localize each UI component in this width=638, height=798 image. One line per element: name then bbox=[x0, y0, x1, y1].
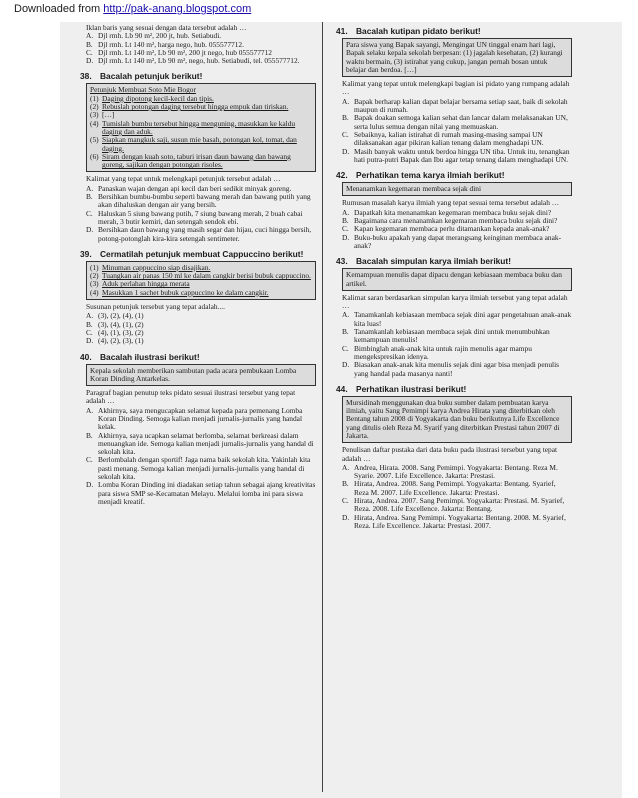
question-heading: 40. Bacalah ilustrasi berikut! bbox=[80, 351, 200, 362]
question-stem: Iklan baris yang sesuai dengan data tersebut adalah … bbox=[86, 23, 247, 32]
option-c[interactable]: C. Bimbinglah anak-anak kita untuk rajin menulis agar mampu mengekspresikan idenya. bbox=[342, 343, 532, 361]
question-stem: Kalimat yang tepat untuk melengkapi petunjuk tersebut adalah … bbox=[86, 174, 281, 184]
question-heading: 44. Perhatikan ilustrasi berikut! bbox=[336, 383, 467, 394]
question-41 bbox=[336, 26, 572, 164]
option-c[interactable]: C. Sebaiknya, kalian istirahat di rumah masing-masing sampai UN dilaksanakan agar pikiran kalian tenang dalam menghadapi UN. bbox=[342, 129, 544, 148]
question-stem: Paragraf bagian penutup teks pidato sesuai ilustrasi tersebut yang tepat adalah … bbox=[86, 388, 296, 406]
instruction-step: (3) Aduk perlahan hingga merata bbox=[90, 279, 190, 289]
option-b[interactable]: B. Tanamkanlah kebiasaan membaca sejak dini untuk menumbuhkan kemampuan menulis! bbox=[342, 327, 550, 345]
option-d[interactable]: D. Djl rmh. Lt 140 m², Lb 90 m², nego, hub. Setiabudi, tel. 055577712. bbox=[86, 56, 300, 66]
question-37 bbox=[80, 24, 316, 65]
option-d[interactable]: D. Lomba Koran Dinding ini diadakan setiap tahun sebagai ajang kreativitas para siswa SMP se-Kecamatan Melayu. Melalui lomba ini para siswa menjadi kreatif. bbox=[86, 480, 316, 506]
option-c[interactable]: C. Djl rmh. Lt 140 m², Lb 90 m², 200 jt nego, hub 055577712 bbox=[86, 47, 272, 57]
question-38 bbox=[80, 71, 316, 242]
option-a[interactable]: A. (3), (2), (4), (1) bbox=[86, 311, 144, 321]
recipe-step: (4) Tumislah bumbu tersebut hingga menguning, masukkan ke kaldu daging dan aduk. bbox=[90, 118, 296, 136]
instruction-box bbox=[86, 261, 316, 300]
option-c[interactable]: C. Kapan kegemaran membaca perlu ditamankan kepada anak-anak? bbox=[342, 224, 550, 234]
question-44 bbox=[336, 384, 572, 530]
option-d[interactable]: D. Bersihkan daun bawang yang masih segar dan hijau, cuci hingga bersih, potong-potonglah kira-kira setengah sentimeter. bbox=[86, 225, 312, 243]
question-42 bbox=[336, 170, 572, 250]
source-link[interactable]: http://pak-anang.blogspot.com bbox=[103, 3, 252, 15]
question-stem: Kalimat saran berdasarkan simpulan karya ilmiah tersebut yang tepat adalah … bbox=[342, 292, 568, 311]
option-b[interactable]: B. (3), (4), (1), (2) bbox=[86, 319, 144, 329]
option-a[interactable]: A. Tanamkanlah kebiasaan membaca sejak dini agar pengetahuan anak-anak kita luas! bbox=[342, 310, 572, 328]
option-b[interactable]: B. Hirata, Andrea. 2008. Sang Pemimpi. Yogyakarta: Bentang. Syarief, Reza M. 2007. Life Excellence. Jakarta: Prestasi. bbox=[342, 479, 556, 497]
option-a[interactable]: A. Andrea, Hirata. 2008. Sang Pemimpi. Yogyakarta: Bentang. Reza M. Syarie. 2007. Life Excellence. Jakarta: Prestasi. bbox=[342, 462, 558, 481]
recipe-box bbox=[86, 83, 316, 172]
recipe-step: (2) Rebuslah potongan daging tersebut hingga empuk dan tiriskan. bbox=[90, 102, 289, 112]
conclusion-box: Kemampuan menulis dapat dipacu dengan kebiasaan membaca buku dan artikel. bbox=[342, 268, 572, 291]
option-b[interactable]: B. Bapak doakan semoga kalian sehat dan lancar dalam melaksanakan UN, serta lulus semua dengan nilai yang memuaskan. bbox=[342, 113, 568, 131]
option-b[interactable]: B. Akhirnya, saya ucapkan selamat berlomba, selamat berkreasi dalam menuangkan ide. Semoga kalian menjadi jurnalis-jurnalis yang handal di sekolah kita. bbox=[86, 430, 314, 457]
illustration-box: Mursidinah menggunakan dua buku sumber dalam pembuatan karya ilmiah, yaitu Sang Pemimpi karya Andrea Hirata yang diterbitkan oleh Bentang tahun 2008 di Yogyakarta dan buku berikutnya Life Excellence yang ditulis oleh Reza M. Syarif yang diterbitkan Prestasi tahun 2007 di Jakarta. bbox=[342, 396, 572, 443]
download-prefix: Downloaded from bbox=[14, 3, 104, 15]
option-d[interactable]: D. Biasakan anak-anak kita menulis sejak dini agar bisa menjadi penulis yang handal pada masanya nanti! bbox=[342, 360, 560, 378]
question-stem: Kalimat yang tepat untuk melengkapi bagian isi pidato yang rumpang adalah … bbox=[342, 79, 570, 97]
question-heading: 39. Cermatilah petunjuk membuat Cappuccino berikut! bbox=[80, 248, 304, 259]
option-c[interactable]: C. Hirata, Andrea. 2007. Sang Pemimpi. Yogyakarta: Prestasi. M. Syarief, Reza. 2008. Life Excellence. Jakarta: Bentang. bbox=[342, 496, 565, 514]
recipe-step: (1) Daging dipotong kecil-kecil dan tipis. bbox=[90, 93, 214, 103]
question-stem: Penulisan daftar pustaka dari data buku pada ilustrasi tersebut yang tepat adalah … bbox=[342, 445, 558, 463]
illustration-box: Kepala sekolah memberikan sambutan pada acara pembukaan Lomba Koran Dinding Antarkelas. bbox=[86, 364, 316, 387]
column-divider bbox=[322, 22, 323, 792]
option-c[interactable]: C. Haluskan 5 siung bawang putih, 7 siung bawang merah, 2 buah cabai merah, 3 butir kemiri, dan setengah sendok ebi. bbox=[86, 208, 303, 226]
option-b[interactable]: B. Djl rmh. Lt 140 m², harga nego, hub. 055577712. bbox=[86, 39, 244, 49]
option-a[interactable]: A. Panaskan wajan dengan api kecil dan beri sedikit minyak goreng. bbox=[86, 183, 292, 193]
instruction-step: (1) Minuman cappuccino siap disajikan. bbox=[90, 262, 211, 272]
recipe-step: (6) Siram dengan kuah soto, taburi irisan daun bawang dan bawang goreng, sajikan dengan potongan risoles. bbox=[90, 151, 291, 170]
option-c[interactable]: C. (4), (1), (3), (2) bbox=[86, 327, 144, 337]
option-a[interactable]: A. Akhirnya, saya mengucapkan selamat kepada para pemenang Lomba Koran Dinding. Semoga kalian menjadi jurnalis-jurnalis yang handal kelak. bbox=[86, 405, 303, 432]
option-c[interactable]: C. Berlombalah dengan sportif! Jaga nama baik sekolah kita. Yakinlah kita pasti menang. Semoga kalian menjadi jurnalis-jurnalis yang handal di sekolah kita. bbox=[86, 455, 311, 482]
left-column bbox=[80, 24, 316, 506]
download-banner bbox=[0, 0, 638, 22]
question-43 bbox=[336, 256, 572, 378]
option-d[interactable]: D. Buku-buku apakah yang dapat merangsang keinginan membaca anak-anak? bbox=[342, 232, 562, 250]
question-stem: Rumusan masalah karya ilmiah yang tepat sesuai tema tersebut adalah … bbox=[342, 198, 560, 208]
right-column bbox=[336, 24, 572, 530]
instruction-step: (4) Masukkan 1 sachet bubuk cappuccino ke dalam cangkir. bbox=[90, 287, 269, 297]
option-d[interactable]: D. (4), (2), (3), (1) bbox=[86, 336, 144, 346]
option-a[interactable]: A. Djl rmh. Lb 90 m², 200 jt, hub. Setiabudi. bbox=[86, 31, 222, 41]
question-heading: 41. Bacalah kutipan pidato berikut! bbox=[336, 26, 481, 36]
option-b[interactable]: B. Bagaimana cara menanamkan kegemaran membaca buku sejak dini? bbox=[342, 216, 558, 226]
recipe-title: Petunjuk Membuat Soto Mie Bogor bbox=[90, 85, 196, 95]
question-39 bbox=[80, 249, 316, 346]
question-40 bbox=[80, 352, 316, 507]
option-a[interactable]: A. Dapatkah kita menanamkan kegemaran membaca buku sejak dini? bbox=[342, 207, 552, 217]
question-heading: 42. Perhatikan tema karya ilmiah berikut! bbox=[336, 170, 505, 181]
question-heading: 43. Bacalah simpulan karya ilmiah berikut! bbox=[336, 256, 511, 267]
speech-box: Para siswa yang Bapak sayangi, Mengingat UN tinggal enam hari lagi, Bapak selaku kepala sekolah berpesan: (1) jagalah kesehatan, (2) kurangi waktu bermain, (3) istirahat yang cukup, jangan pernah bosan untuk belajar dan berdoa. […] bbox=[342, 38, 572, 77]
question-stem: Susunan petunjuk tersebut yang tepat adalah.... bbox=[86, 302, 225, 312]
recipe-step: (3) […] bbox=[90, 110, 115, 120]
option-a[interactable]: A. Bapak berharap kalian dapat belajar bersama setiap saat, baik di sekolah maupun di rumah. bbox=[342, 96, 568, 115]
instruction-step: (2) Tuangkan air panas 150 ml ke dalam cangkir berisi bubuk cappuccino. bbox=[90, 271, 311, 281]
option-d[interactable]: D. Hirata, Andrea. Sang Pemimpi. Yogyakarta: Bentang. 2008. M. Syarief, Reza. Life Excellence. Jakarta: Prestasi. 2007. bbox=[342, 512, 566, 530]
option-d[interactable]: D. Masih banyak waktu untuk berdoa hingga UN tiba. Untuk itu, tenangkan hati putra-putri Bapak dan Ibu agar tetap tenang dalam menghadapi UN. bbox=[342, 146, 570, 164]
option-b[interactable]: B. Bersihkan bumbu-bumbu seperti bawang merah dan bawang putih yang akan dihaluskan dengan air yang bersih. bbox=[86, 192, 311, 210]
theme-box: Menanamkan kegemaran membaca sejak dini bbox=[342, 182, 572, 196]
recipe-step: (5) Siapkan mangkuk saji, susun mie basah, potongan kol, tomat, dan daging. bbox=[90, 135, 297, 153]
question-heading: 38. Bacalah petunjuk berikut! bbox=[80, 71, 203, 82]
